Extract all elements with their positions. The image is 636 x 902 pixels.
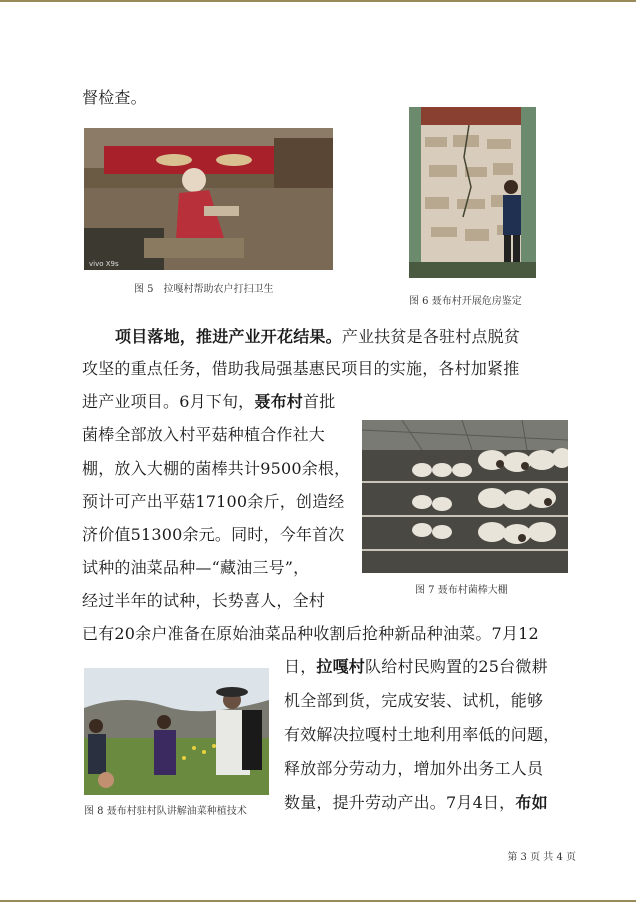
paragraph-line-11: 日，拉嘎村队给村民购置的25台微耕 xyxy=(284,657,548,676)
figure-8-caption: 图 8 聂布村驻村队讲解油菜种植技术 xyxy=(84,806,247,817)
paragraph-line-5: 棚，放入大棚的菌棒共计9500余根， xyxy=(82,459,351,478)
village-name-buru: 布如 xyxy=(515,793,548,812)
figure-7-caption: 图 7 聂布村菌棒大棚 xyxy=(415,585,508,596)
paragraph-line-15: 数量，提升劳动产出。7月4日，布如 xyxy=(284,793,548,812)
figure-8-photo xyxy=(84,668,269,795)
section-heading: 项目落地，推进产业开花结果。 xyxy=(115,327,342,346)
figure-6-photo xyxy=(409,107,536,278)
paragraph-line-10: 已有20余户准备在原始油菜品种收割后抢种新品种油菜。7月12 xyxy=(82,624,539,643)
page-footer: 第 3 页 共 4 页 xyxy=(507,852,576,863)
paragraph-line-2: 攻坚的重点任务，借助我局强基惠民项目的实施，各村加紧推 xyxy=(82,359,520,378)
paragraph-line-8: 试种的油菜品种—“藏油三号”， xyxy=(82,558,310,577)
paragraph-line-6: 预计可产出平菇17100余斤，创造经 xyxy=(82,492,345,511)
svg-text:vivo X9s: vivo X9s xyxy=(89,260,119,268)
continuation-text: 督检查。 xyxy=(82,88,147,107)
paragraph-line-3: 进产业项目。6月下旬，聂布村首批 xyxy=(82,392,336,411)
figure-7-photo xyxy=(362,420,568,573)
paragraph-line-7: 济价值51300余元。同时，今年首次 xyxy=(82,525,345,544)
village-name-niebu: 聂布村 xyxy=(254,392,303,411)
paragraph-line-9: 经过半年的试种，长势喜人，全村 xyxy=(82,591,326,610)
paragraph-line-1: 项目落地，推进产业开花结果。产业扶贫是各驻村点脱贫 xyxy=(115,327,521,346)
village-name-laga: 拉嘎村 xyxy=(316,657,366,676)
paragraph-line-12: 机全部到货，完成安装、试机，能够 xyxy=(284,691,544,710)
top-border xyxy=(0,0,636,2)
figure-5-caption: 图 5 拉嘎村帮助农户打扫卫生 xyxy=(134,284,274,295)
paragraph-line-14: 释放部分劳动力，增加外出务工人员 xyxy=(284,759,544,778)
paragraph-line-4: 菌棒全部放入村平菇种植合作社大 xyxy=(82,425,326,444)
figure-6-caption: 图 6 聂布村开展危房鉴定 xyxy=(409,296,522,307)
figure-5-photo xyxy=(84,128,333,270)
paragraph-line-13: 有效解决拉嘎村土地利用率低的问题， xyxy=(284,725,560,744)
